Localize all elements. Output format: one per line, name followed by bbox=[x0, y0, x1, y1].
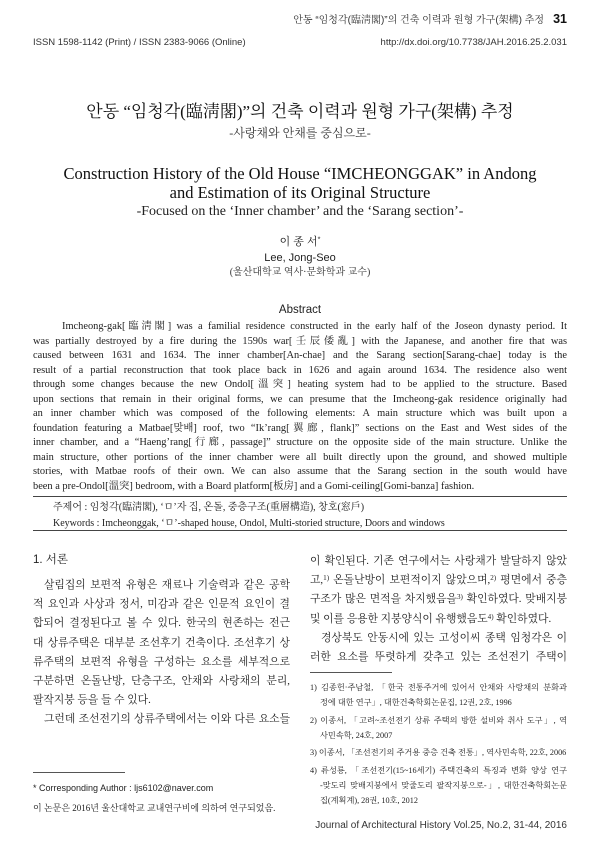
paper-title-english bbox=[0, 164, 600, 202]
keywords-english: Keywords : Imcheonggak, ‘ㅁ’-shaped house, Ondol, Multi-storied structure, Doors and windows bbox=[53, 517, 445, 529]
body-line bbox=[310, 590, 567, 609]
body-text: 및 이를 응용한 지붕양식이 유행했음도 bbox=[310, 612, 488, 625]
keywords-box bbox=[33, 496, 567, 531]
running-header bbox=[293, 11, 567, 26]
email-link[interactable]: ljs6102@naver.com bbox=[134, 783, 214, 793]
issn-line: ISSN 1598-1142 (Print) / ISSN 2383-9066 (Online) bbox=[33, 37, 246, 48]
footnote-ref: 1) bbox=[323, 574, 330, 582]
doi-link[interactable]: http://dx.doi.org/10.7738/JAH.2016.25.2.031 bbox=[380, 37, 567, 48]
author-footnote-marker: * bbox=[317, 234, 321, 244]
body-text: 확인하였다. bbox=[493, 612, 552, 625]
body-text: 이 확인된다. 기존 연구에서는 사랑채가 발달하지 않았 bbox=[310, 555, 567, 567]
footnote-ref: 2) bbox=[490, 574, 497, 582]
footnote-4 bbox=[310, 763, 567, 808]
corresponding-marker: * bbox=[33, 783, 37, 793]
body-text: 평면에서 중층 bbox=[496, 574, 567, 587]
author-name-korean-text: 이 종 서 bbox=[279, 236, 318, 248]
abstract-heading: Abstract bbox=[278, 304, 322, 316]
paper-subtitle-english: -Focused on the ‘Inner chamber’ and the ‘Sarang section’- bbox=[136, 204, 464, 219]
body-line: 살림집의 보편적 유형은 재료나 기술력과 같은 공학 bbox=[44, 579, 290, 591]
body-text: 온돌난방이 보편적이지 않았으며, bbox=[329, 574, 491, 587]
footnote-line: 정에 대한 연구」, 대한건축학회논문집, 12권, 2호, 1996 bbox=[320, 698, 512, 707]
body-line bbox=[310, 629, 567, 648]
abstract-line: an inner chamber which was composed of the following elements: A main structure which was built upon a bbox=[33, 408, 567, 419]
page-number: 31 bbox=[553, 12, 567, 26]
body-text: 고, bbox=[310, 574, 324, 587]
paper-title-english-line: and Estimation of its Original Structure bbox=[169, 183, 431, 202]
body-text: 구조가 많은 면적을 차지했음을 bbox=[310, 593, 457, 606]
author-notes bbox=[33, 778, 290, 818]
body-line bbox=[310, 571, 567, 590]
body-column-right bbox=[310, 552, 567, 667]
footnote-2 bbox=[310, 713, 567, 743]
abstract-line: caused between 1631 and 1634. The inner chamber[An-chae] and the Sarang section[Sarang-chae] today is the bbox=[33, 350, 567, 361]
footnote-line: 3) 이종서, 「조선전기의 주거용 중층 건축 전통」, 역사민속학, 22호, 2006 bbox=[310, 748, 567, 757]
abstract-line: through some changes because the new Ondol[溫突] heating system had to be applied to the structure. Based bbox=[33, 379, 567, 390]
keywords-korean: 주제어 : 임청각(臨淸閣), ‘ㅁ’자 집, 온돌, 중층구조(重層構造), 창호(窓戶) bbox=[53, 502, 365, 513]
footer-journal-info: Journal of Architectural History Vol.25, No.2, 31-44, 2016 bbox=[315, 820, 567, 831]
body-line: 구분하면 온돌난방, 단층구조, 안채와 사랑채의 분리, bbox=[33, 675, 290, 688]
body-line: 그런데 조선전기의 상류주택에서는 이와 다른 요소들 bbox=[44, 713, 290, 726]
running-title: 안동 “임청각(臨淸閣)”의 건축 이력과 원형 가구(架構) 추정 bbox=[293, 15, 545, 26]
body-line: 합되어 결정된다고 볼 수 있다. 한국의 현존하는 전근 bbox=[33, 617, 290, 630]
author-name-english: Lee, Jong-Seo bbox=[264, 252, 336, 264]
footnote-line: -맞도리 맞배지붕에서 맞줄도리 팔작지붕으로-」, 대한건축학회논문 bbox=[320, 780, 567, 790]
body-column-left bbox=[33, 576, 290, 730]
footnote-3 bbox=[310, 745, 567, 760]
abstract-line: result of a partial reconstruction that took place back in 1626 and again around 1634. The residence also went bbox=[33, 364, 567, 376]
funding-note: 이 논문은 2016년 울산대학교 교내연구비에 의하여 연구되었음. bbox=[33, 803, 276, 813]
abstract-line: stories, with Matbae roofs of their own. We can also assume that the Sarang section in the south would have bbox=[33, 466, 567, 477]
footnote-line: 집(계획계), 28권, 10호, 2012 bbox=[320, 795, 418, 805]
footnote-rule bbox=[310, 672, 392, 673]
abstract-line: was partially destroyed by a fire during the 1590s war[壬辰倭亂] with the Japanese, and another fire that was bbox=[33, 335, 567, 347]
abstract-body bbox=[33, 320, 567, 494]
abstract-line: upon sections that remain in their original forms, we can presume that the Imcheong-gak residence originally had bbox=[33, 393, 567, 405]
paper-subtitle-korean: -사랑채와 안채를 중심으로- bbox=[229, 126, 371, 140]
author-affiliation: (울산대학교 역사·문화학과 교수) bbox=[229, 267, 371, 278]
body-line: 대 상류주택은 대부분 조선후기 건축이다. 조선후기 상 bbox=[33, 636, 290, 649]
footnote-1 bbox=[310, 680, 567, 710]
body-line: 류주택의 보편적 유형을 구성하는 요소를 세부적으로 bbox=[33, 655, 290, 668]
paper-title-korean: 안동 “임청각(臨淸閣)”의 건축 이력과 원형 가구(架構) 추정 bbox=[86, 102, 514, 121]
body-line: 팔작지붕 등을 들 수 있다. bbox=[33, 694, 151, 707]
abstract-line: inner chamber, and a “Haeng’rang[行廊, passage]” structure on the opposite side of the main structure. Unlike the bbox=[33, 437, 567, 448]
footnotes bbox=[310, 680, 567, 810]
footnote-line: 1) 김종헌·주남철, 「한국 전통주거에 있어서 안채와 사랑채의 분화과 bbox=[310, 683, 567, 692]
footnote-line: 4) 류성룡, 「조선전기(15~16세기) 주택건축의 특징과 변화 양상 연구 bbox=[310, 765, 567, 775]
footnote-ref: 4) bbox=[487, 612, 494, 621]
abstract-line: Imcheong-gak[臨淸閣] was a familial residence constructed in the early half of the Joseon dynasty period. It bbox=[62, 321, 567, 332]
footnote-ref: 3) bbox=[456, 593, 463, 602]
abstract-line: main structure, other portions of the inner chamber were all built directly upon the ground, and showed multiple bbox=[33, 451, 567, 463]
body-text: 확인하였다. 맞배지붕 bbox=[462, 593, 568, 606]
body-line bbox=[310, 552, 567, 571]
body-text: 경상북도 안동시에 있는 고성이씨 종택 임청각은 이 bbox=[321, 631, 567, 644]
section-heading: 1. 서론 bbox=[33, 554, 69, 566]
footnote-line: 사민속학, 24호, 2007 bbox=[320, 730, 393, 740]
corresponding-label: Corresponding Author : bbox=[39, 783, 132, 793]
footnote-line: 2) 이종서, 「고려~조선전기 상류 주택의 방한 설비와 취사 도구」, 역 bbox=[310, 715, 567, 725]
paper-title-english-line: Construction History of the Old House “IMCHEONGGAK” in Andong bbox=[63, 164, 537, 183]
author-name-korean bbox=[0, 235, 600, 250]
corresponding-author-note bbox=[33, 778, 290, 798]
abstract-line: foundation featuring a Matbae[맞배] roof, two “Ik’rang[翼廊, flank]” sections on the East and West sides of the bbox=[33, 422, 567, 434]
body-line bbox=[310, 648, 567, 667]
body-line: 적 요인과 사상과 정서, 미감과 같은 인문적 요인이 결 bbox=[33, 598, 290, 611]
body-text: 러한 요소를 뚜렷하게 갖추고 있는 조선전기 주택이 bbox=[310, 651, 567, 664]
note-rule bbox=[33, 772, 125, 773]
body-line bbox=[310, 610, 567, 629]
abstract-line: been a pre-Ondol[溫突] bedroom, with a Board platform[板房] and a Gomi-ceiling[Gomi-banza] fashion. bbox=[33, 480, 475, 492]
